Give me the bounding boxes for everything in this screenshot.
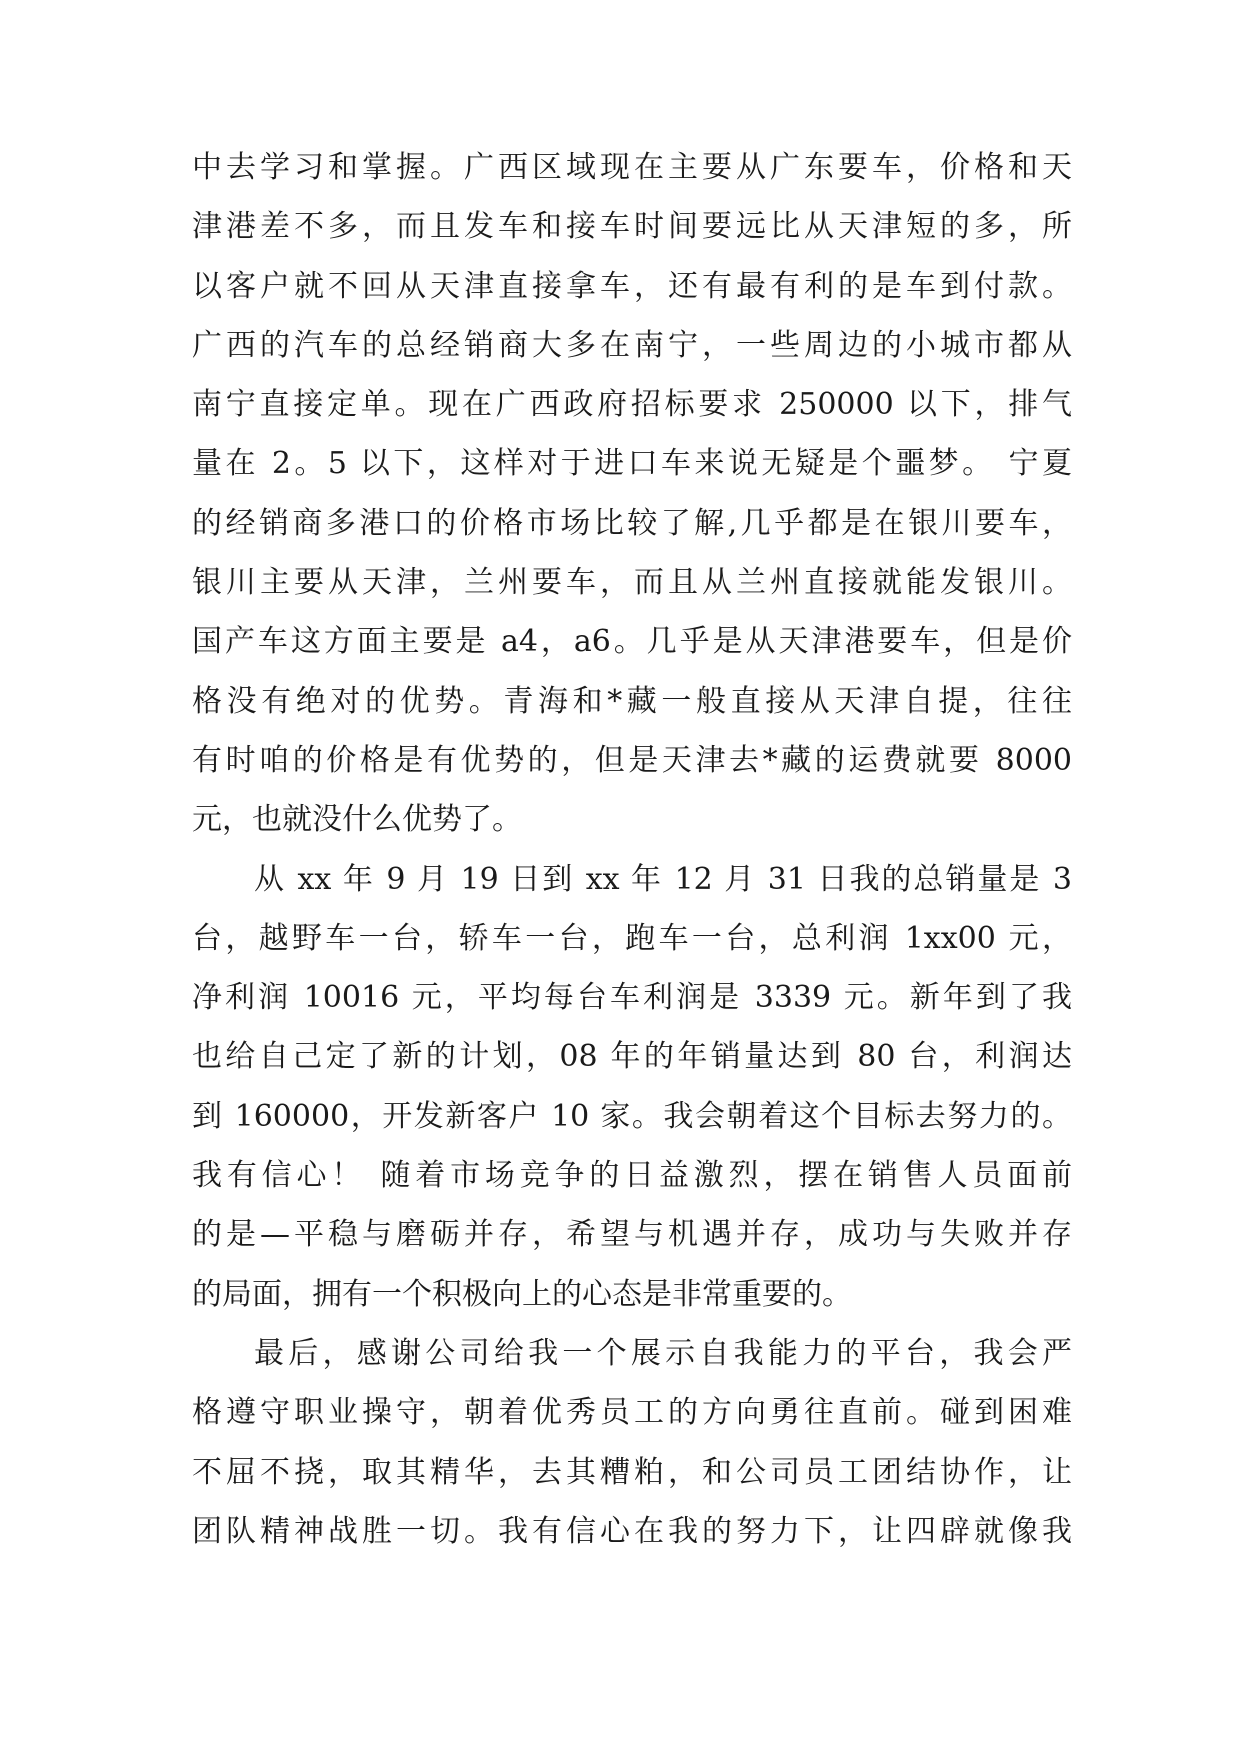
text-line: 津港差不多，而且发车和接车时间要远比从天津短的多，所 — [192, 209, 1072, 245]
text-line: 元，也就没什么优势了。 — [192, 802, 522, 838]
text-line: 的局面，拥有一个积极向上的心态是非常重要的。 — [192, 1276, 852, 1312]
text-line: 国产车这方面主要是 a4，a6。几乎是从天津港要车，但是价 — [192, 624, 1072, 660]
text-line: 台，越野车一台，轿车一台，跑车一台，总利润 1xx00 元， — [192, 920, 1072, 956]
text-line: 也给自己定了新的计划，08 年的年销量达到 80 台，利润达 — [192, 1039, 1072, 1075]
text-line: 南宁直接定单。现在广西政府招标要求 250000 以下，排气 — [192, 387, 1072, 423]
text-line: 格没有绝对的优势。青海和*藏一般直接从天津自提，往往 — [192, 683, 1072, 719]
text-line: 到 160000，开发新客户 10 家。我会朝着这个目标去努力的。 — [192, 1098, 1072, 1134]
paragraph-start-line: 最后，感谢公司给我一个展示自我能力的平台，我会严 — [254, 1335, 1072, 1371]
text-line: 我有信心！ 随着市场竞争的日益激烈，摆在销售人员面前 — [192, 1158, 1072, 1194]
text-line: 的经销商多港口的价格市场比较了解,几乎都是在银川要车， — [192, 505, 1072, 541]
text-line: 银川主要从天津，兰州要车，而且从兰州直接就能发银川。 — [192, 565, 1072, 601]
document-body — [192, 138, 1072, 1561]
text-line: 净利润 10016 元，平均每台车利润是 3339 元。新年到了我 — [192, 980, 1072, 1016]
text-line: 团队精神战胜一切。我有信心在我的努力下，让四辟就像我 — [192, 1513, 1072, 1549]
text-line: 有时咱的价格是有优势的，但是天津去*藏的运费就要 8000 — [192, 742, 1072, 778]
text-line: 量在 2。5 以下，这样对于进口车来说无疑是个噩梦。 宁夏 — [192, 446, 1072, 482]
text-line: 中去学习和掌握。广西区域现在主要从广东要车，价格和天 — [192, 150, 1072, 185]
text-line: 的是—平稳与磨砺并存，希望与机遇并存，成功与失败并存 — [192, 1217, 1072, 1253]
text-line: 广西的汽车的总经销商大多在南宁，一些周边的小城市都从 — [192, 327, 1072, 363]
text-line: 不屈不挠，取其精华，去其糟粕，和公司员工团结协作，让 — [192, 1454, 1072, 1490]
text-line: 以客户就不回从天津直接拿车，还有最有利的是车到付款。 — [192, 268, 1072, 304]
paragraph-start-line: 从 xx 年 9 月 19 日到 xx 年 12 月 31 日我的总销量是 3 — [254, 861, 1072, 897]
text-line: 格遵守职业操守，朝着优秀员工的方向勇往直前。碰到困难 — [192, 1395, 1072, 1431]
